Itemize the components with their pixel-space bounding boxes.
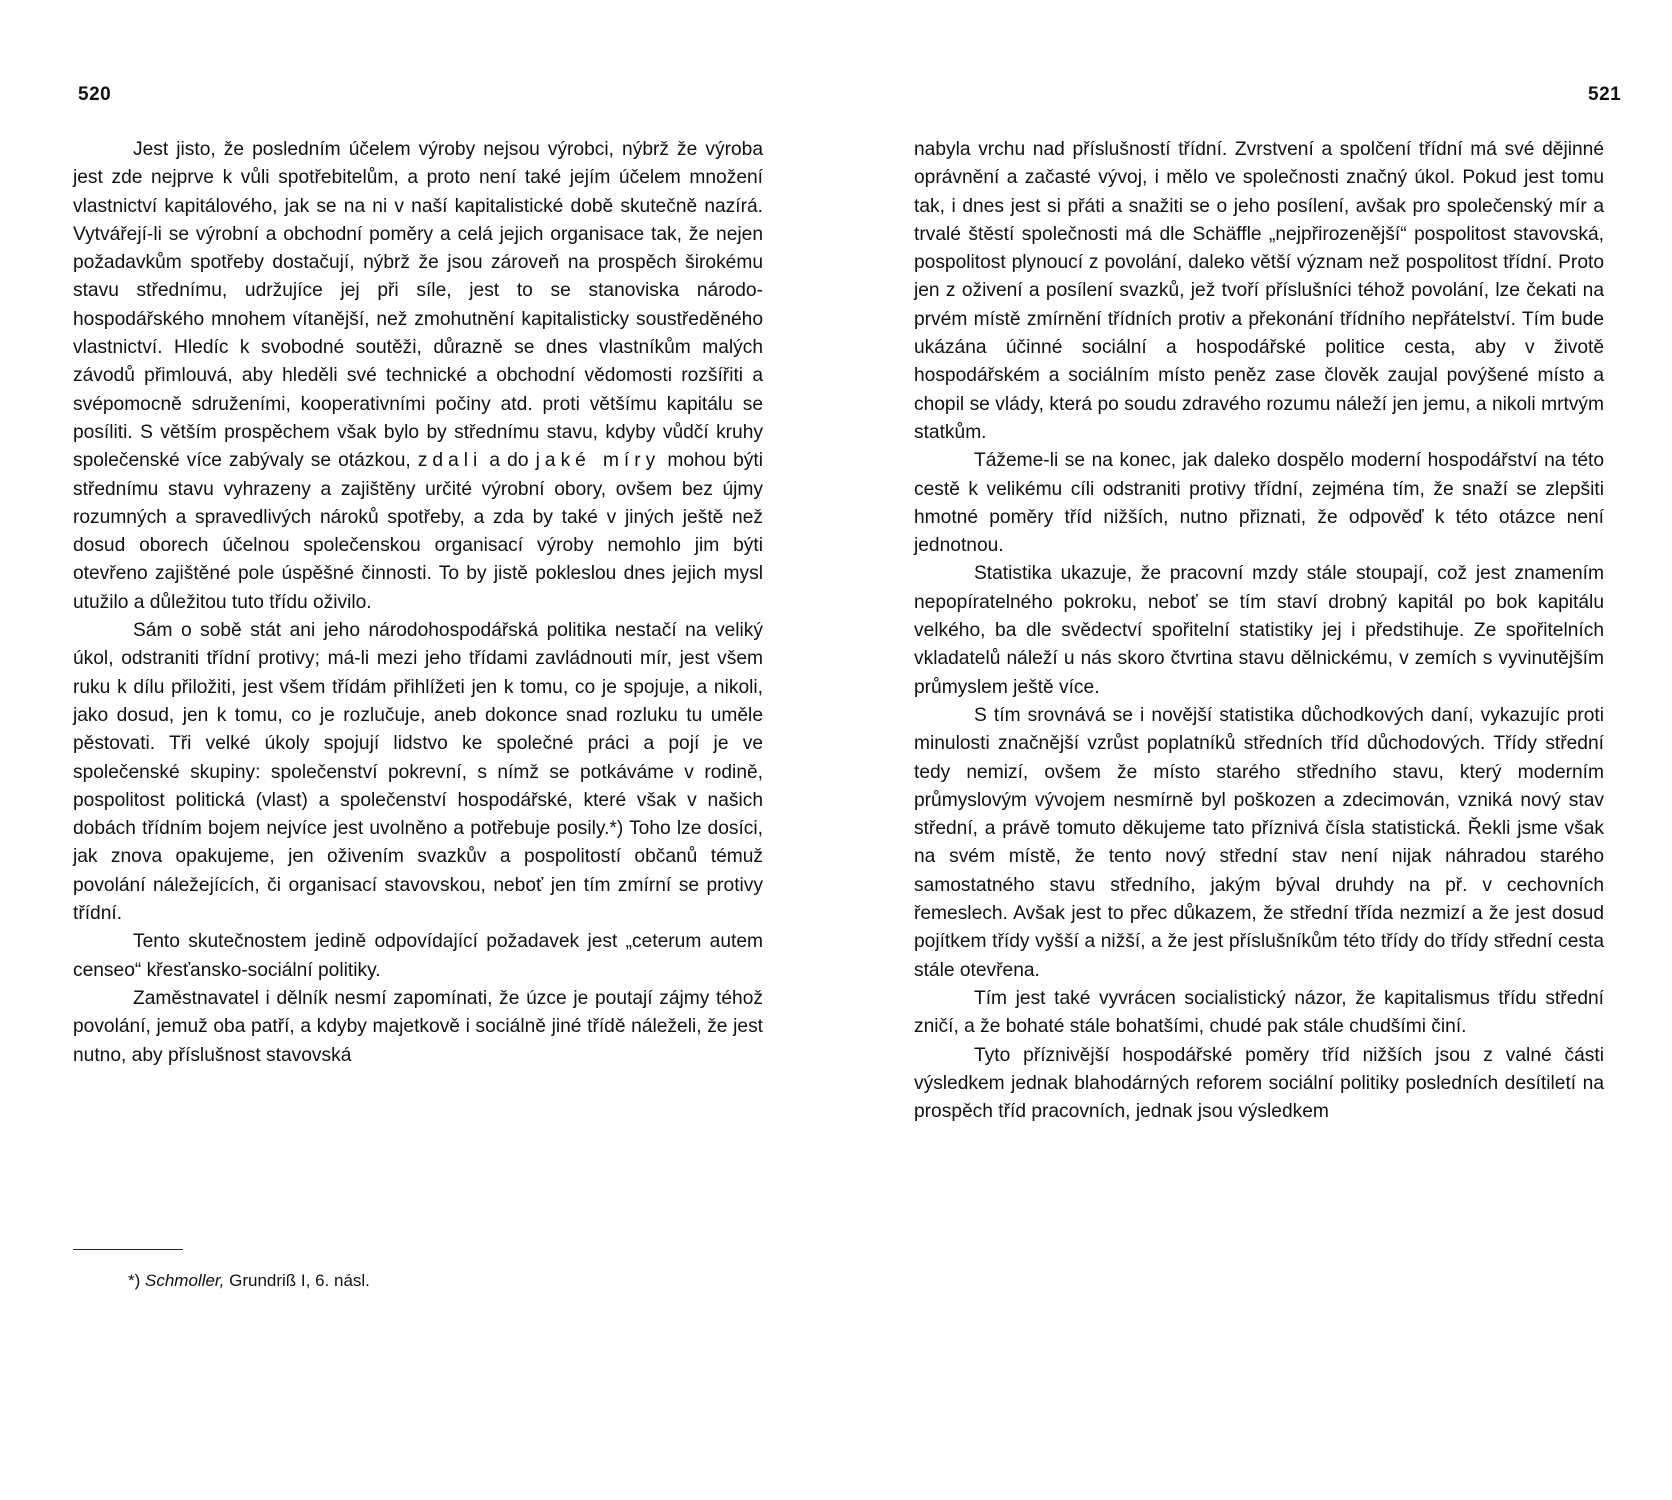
right-text-column bbox=[914, 136, 1604, 1126]
footnote-author: Schmoller, bbox=[145, 1271, 225, 1290]
paragraph: nabyla vrchu nad příslušností třídní. Zvrstvení a spolčení třídní má své dějinné oprávnění a začasté vývoj, i mělo ve společnosti značný úkol. Pokud jest tomu tak, i dnes jest si přáti a snažiti se o jeho posílení, avšak pro společenský mír a trvalé štěstí společnosti má dle Schäffle „nejpřirozenější“ pospolitost stavovská, pospolitost plynoucí z povolání, daleko větší význam než pospolitost třídní. Proto jen z oživení a posílení svazků, jež tvoří příslušníci téhož povolání, lze čekati na prvém místě zmírnění třídních protiv a překonání třídního nepřátelství. Tím bude ukázána účinné sociální a hospodářské politice cesta, aby v životě hospodářském a sociálním místo peněz zase člověk zaujal povýšené místo a chopil se vlády, která po soudu zdravého rozumu náleží jen jemu, a nikoli mrtvým statkům. bbox=[914, 139, 1604, 443]
paragraph-text: mohou býti střednímu stavu vyhrazeny a zajištěny určité výrobní obory, ovšem bez újmy rozumných a spravedlivých nároků spotřeby, a zda by také v jiných ještě než dosud oborech účelnou společenskou organisací výroby nemohlo jim býti otevřeno zajištěné pole úspěšné činnosti. To by jistě pokleslou dnes jejich mysl utužilo a důležitou tuto třídu oživilo. bbox=[73, 450, 763, 613]
paragraph-text: Jest jisto, že posledním účelem výroby nejsou výrobci, nýbrž že výroba jest zde nejprve k vůli spotřebitelům, a proto není také jejím účelem množení vlastnictví kapitálového, jak se na ni v naší kapitalistické době skutečně nazírá. Vytvářejí-li se výrobní a obchodní poměry a celá jejich organisace tak, že nejen požadavkům spotřeby dostačují, nýbrž že jsou zároveň na prospěch širokému stavu střednímu, udržujíce jej při síle, jest to se stanoviska národo-hospodářského mnohem vítanější, než zmohutnění kapitalisticky soustředěného vlastnictví. Hledíc k svobodné soutěži, důrazně se dnes vlastníkům malých závodů přimlouvá, aby hleděli své technické a obchodní vědomosti rozšířiti a svépomocně sdruženími, kooperativními počiny atd. proti většímu kapitálu se posíliti. S větším prospěchem však bylo by střednímu stavu, kdyby vůdčí kruhy společenské více zabývaly se otázkou, bbox=[73, 139, 763, 472]
paragraph: Tento skutečnostem jedině odpovídající požadavek jest „ceterum autem censeo“ křesťansko-sociální politiky. bbox=[73, 931, 763, 981]
paragraph: Sám o sobě stát ani jeho národohospodářská politika nestačí na veliký úkol, odstraniti třídní protivy; má-li mezi jeho třídami zavládnouti mír, jest všem ruku k dílu přiložiti, jest všem třídám přihlížeti jen k tomu, co je spojuje, a nikoli, jako dosud, jen k tomu, co je rozlučuje, aneb dokonce snad rozluku tu uměle pěstovati. Tři velké úkoly spojují lidstvo ke společné práci a pojí je ve společenské skupiny: společenství pokrevní, s nímž se potkáváme v rodině, pospolitost politická (vlast) a společenství hospodářské, které však v našich dobách třídním bojem nejvíce jest uvolněno a potřebuje posily.*) Toho lze dosíci, jak znova opakujeme, jen oživením svazkův a pospolitostí občanů témuž povolání náležejících, či organisací stavovskou, neboť jen tím zmírní se protivy třídní. bbox=[73, 620, 763, 925]
page-number-right: 521 bbox=[1588, 84, 1622, 105]
paragraph: Statistika ukazuje, že pracovní mzdy stále stoupají, což jest znamením nepopíratelného pokroku, neboť se tím staví drobný kapitál po bok kapitálu velkého, ba dle svědectví spořitelní statistiky jej i předstihuje. Ze spořitelních vkladatelů náleží u nás skoro čtvrtina stavu dělnickému, v zemích s vyvinutějším průmyslem ještě více. bbox=[914, 563, 1604, 698]
paragraph: Tyto příznivější hospodářské poměry tříd nižších jsou z valné části výsledkem jednak blahodárných reforem sociální politiky posledních desítiletí na prospěch tříd pracovních, jednak jsou výsledkem bbox=[914, 1044, 1604, 1123]
left-text-column bbox=[73, 136, 763, 1070]
footnote-text: Grundriß I, 6. násl. bbox=[229, 1271, 370, 1290]
paragraph: S tím srovnává se i novější statistika důchodkových daní, vykazujíc proti minulosti značnější vzrůst poplatníků středních tříd důchodových. Třídy střední tedy nemizí, ovšem že místo starého středního stavu, který moderním průmyslovým vývojem nesmírně byl poškozen a zdecimován, vzniká nový stav střední, a právě tomuto děkujeme tato příznivá čísla statistická. Řekli jsme však na svém místě, že tento nový střední stav není nijak náhradou starého samostatného stavu středního, jakým býval druhdy na př. v cechovních řemeslech. Avšak jest to přec důkazem, že střední třída nezmizí a že jest dosud pojítkem třídy vyšší a nižší, a že jest příslušníkům této třídy do třídy střední cesta stále otevřena. bbox=[914, 704, 1604, 981]
right-page bbox=[836, 0, 1672, 1500]
footnote bbox=[128, 1271, 370, 1291]
emphasis-text: jaké míry bbox=[535, 450, 661, 472]
paragraph: Zaměstnavatel i dělník nesmí zapomínati, že úzce je poutají zájmy téhož povolání, jemuž oba patří, a kdyby majetkově i sociálně jiné třídě náleželi, že jest nutno, aby příslušnost stavovská bbox=[73, 987, 763, 1066]
footnote-marker: *) bbox=[128, 1271, 141, 1290]
emphasis-text: zdali bbox=[417, 450, 483, 472]
page-number-left: 520 bbox=[78, 84, 112, 105]
footnote-rule bbox=[73, 1249, 183, 1250]
paragraph-text: a do bbox=[489, 450, 529, 472]
paragraph: Tím jest také vyvrácen socialistický názor, že kapitalismus třídu střední zničí, a že bohaté stále bohatšími, chudé pak stále chudšími činí. bbox=[914, 987, 1604, 1038]
paragraph bbox=[73, 136, 763, 617]
paragraph: Tážeme-li se na konec, jak daleko dospělo moderní hospodářství na této cestě k velikému cíli odstraniti protivy třídní, zejména tím, že snaží se zlepšiti hmotné poměry tříd nižších, nutno přiznati, že odpověď k této otázce není jednotnou. bbox=[914, 450, 1604, 557]
